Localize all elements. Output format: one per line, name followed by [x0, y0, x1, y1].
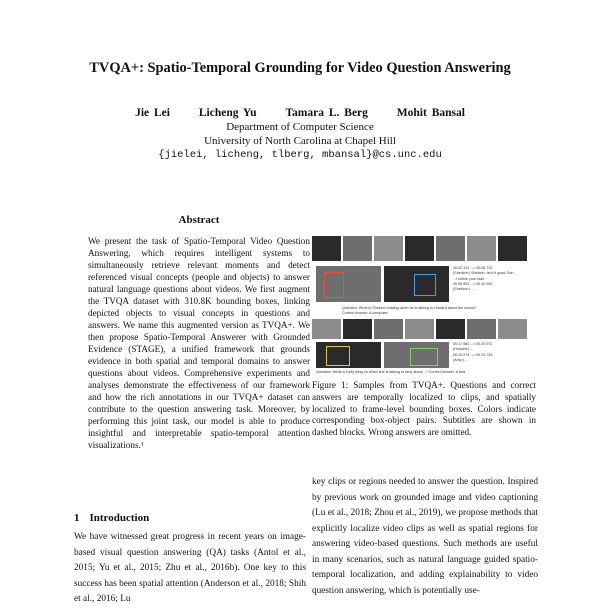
figure-caption: Figure 1: Samples from TVQA+. Questions and correct answers are temporally localized to clips, and spatially localized to frame-level bounding boxes. Colors indicate corresponding box-object pairs. Subtitles are shown in dashed blocks. Wrong answers are omitted. [312, 380, 536, 438]
answer-text: Correct Answer: A bed. [428, 370, 467, 374]
answer-text: Correct Answer: A computer. [342, 311, 389, 316]
subtitle-block [453, 266, 531, 292]
subtitle-line: ...I notice your stall. [453, 276, 485, 281]
video-frame [436, 319, 465, 339]
author-list [0, 107, 600, 119]
video-frame [498, 236, 527, 261]
affiliation-university: University of North Carolina at Chapel Hill [204, 135, 396, 147]
video-frame [436, 236, 465, 261]
bounding-box [410, 348, 438, 366]
question-text: Question: What is Sheldon holding when he is talking to Howard about the sword? [342, 306, 477, 310]
question-text: Question: What is Kelly lying on when she is talking to Amy about...? [316, 370, 428, 374]
author-name: Tamara L. Berg [285, 107, 368, 119]
video-frame [343, 319, 372, 339]
abstract-text: We present the task of Spatio-Temporal Video Question Answering, which requires intelligent systems to simultaneously retrieve relevant moments and detect referenced visual concepts (people and objects) to answer natural language questions about videos. We first augment the TVQA dataset with 310.8K bounding boxes, linking depicted objects to visual concepts in questions and answers. We name this augmented version as TVQA+. We then propose Spatio-Temporal Answerer with Grounded Evidence (STAGE), a unified framework that grounds evidence in both spatial and temporal domains to answer questions about videos. Comprehensive experiments and analyses demonstrate the effectiveness of our framework and how the rich annotations in our TVQA+ dataset can contribute to the question answering task. Moreover, by performing this joint task, our model is able to produce insightful and interpretable spatio-temporal attention visualizations.¹ [88, 236, 310, 450]
video-frame-highlight [384, 266, 449, 302]
section-title: Introduction [89, 512, 150, 524]
bounding-box [414, 274, 436, 296]
section-heading [74, 512, 149, 524]
subtitle-line: 00:06.902 --> 00:10.992 [453, 281, 493, 286]
qa-block [316, 370, 526, 375]
subtitle-line: 00:02.314 --> 00:06.732 [453, 266, 493, 270]
abstract-heading: Abstract [178, 214, 220, 226]
video-frame [312, 236, 341, 261]
video-frame-highlight [316, 342, 381, 368]
intro-text-left-column: We have witnessed great progress in recent years on image-based visual question answering (QA) tasks (Antol et al., 2015; Yu et al., 2015; Zhu et al., 2016b). One key to this success has been spatial attention (Anderson et al., 2018; Shih et al., 2016; Lu [74, 532, 306, 604]
subtitle-line: (Amy:) ... [453, 357, 468, 362]
bounding-box [326, 346, 350, 366]
video-frame [405, 236, 434, 261]
qa-block [342, 306, 522, 316]
figure-1 [312, 236, 532, 376]
video-frame [467, 236, 496, 261]
subtitle-line: 00:20.574 --> 00:22.749 [453, 352, 493, 357]
subtitle-line: (Sheldon:) ... [453, 287, 475, 292]
video-frame [498, 319, 527, 339]
video-frame [312, 319, 341, 339]
subtitle-line: 00:17.982 --> 00:20.972 [453, 342, 493, 346]
video-frame-highlight [384, 342, 449, 368]
author-name: Jie Lei [135, 107, 170, 119]
author-emails: {jielei, licheng, tlberg, mbansal}@cs.unc.edu [158, 149, 442, 161]
subtitle-line: (Sheldon:) Sheldon: Isn't it good Sue... [453, 271, 517, 276]
intro-text-right-column: key clips or regions needed to answer the question. Inspired by previous work on grounded image and video captioning (Lu et al., 2018; Zhou et al., 2019), we propose methods that explicitly localize video clips as well as spatial regions for answering video-based questions. Such methods are useful in many scenarios, such as natural language guided spatio-temporal localization, and adding explainability to video question answering, which is potentially use- [312, 477, 538, 596]
video-frame-highlight [316, 266, 381, 302]
author-name: Mohit Bansal [396, 107, 465, 119]
paper-title: TVQA+: Spatio-Temporal Grounding for Video Question Answering [89, 60, 511, 76]
video-frame [374, 236, 403, 261]
subtitle-line: (Howard:) ... [453, 347, 474, 352]
author-name: Licheng Yu [198, 107, 257, 119]
video-frame [374, 319, 403, 339]
video-frame [343, 236, 372, 261]
bounding-box [324, 272, 344, 298]
affiliation-department: Department of Computer Science [226, 121, 374, 133]
video-frame [405, 319, 434, 339]
subtitle-block [453, 342, 531, 363]
video-frame [467, 319, 496, 339]
section-number: 1 [74, 512, 80, 524]
